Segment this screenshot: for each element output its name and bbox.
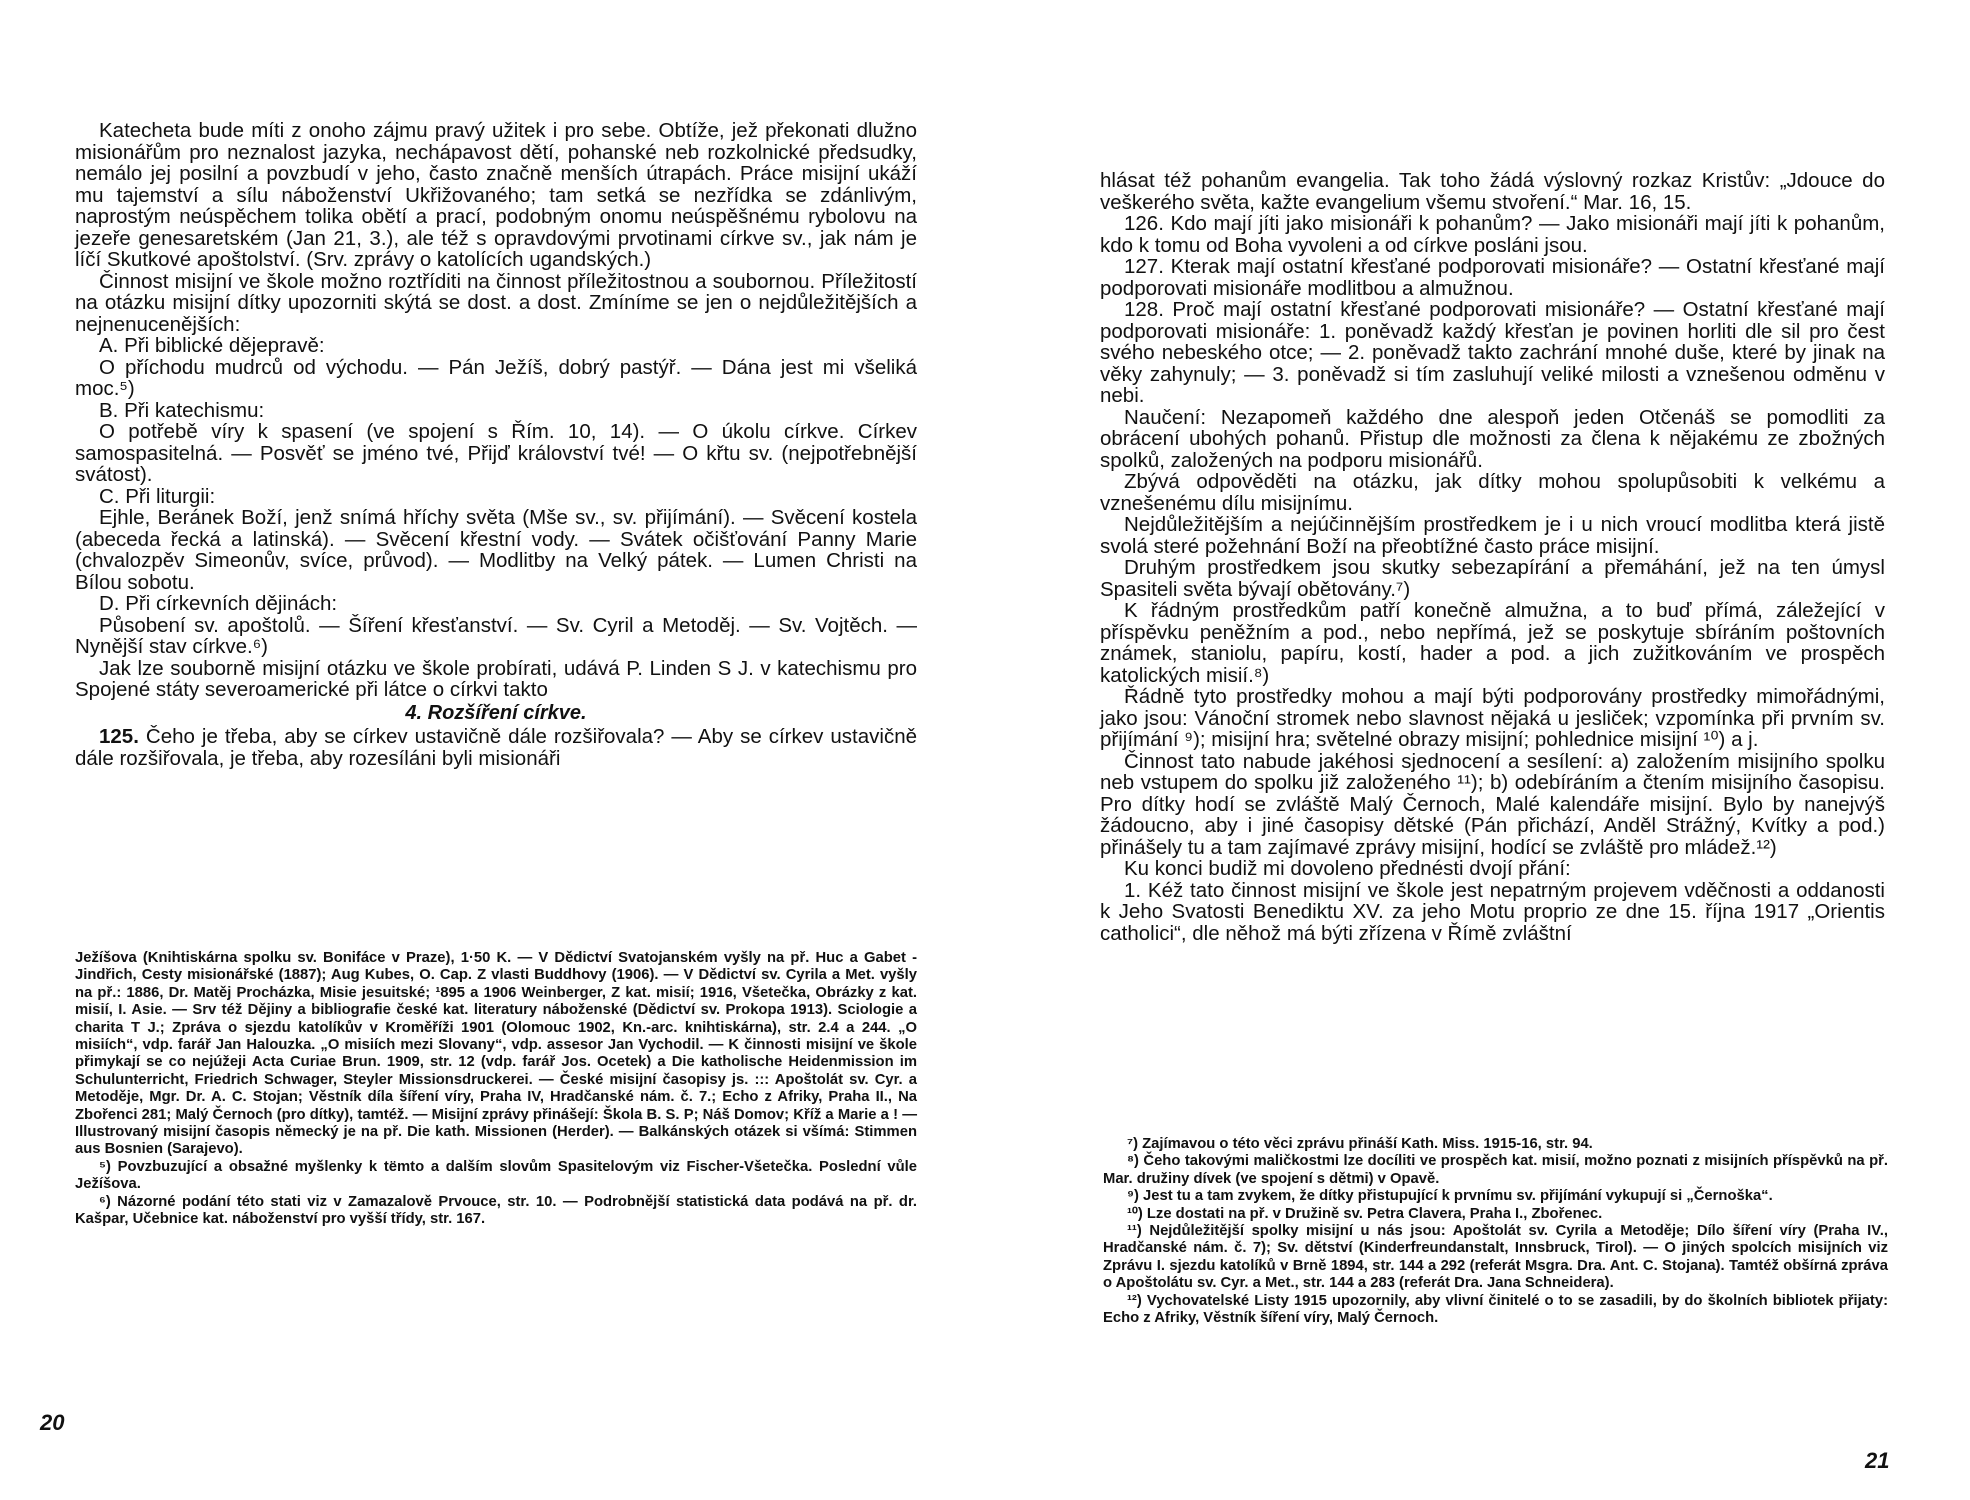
left-footnotes [75,950,917,1229]
paragraph: Ku konci budiž mi dovoleno přednésti dvojí přání: [1124,857,1571,880]
page-number: 21 [1865,1448,1890,1473]
right-body-text [1100,170,1885,944]
right-footnotes [1103,1136,1888,1327]
paragraph: 126. Kdo mají jíti jako misionáři k pohanům? — Jako misionáři mají jíti k pohanům, kdo k tomu od Boha vyvoleni a od církve posláni jsou. [1100,212,1885,257]
paragraph: D. Při církevních dějinách: [99,592,338,615]
paragraph: O potřebě víry k spasení (ve spojení s Řím. 10, 14). — O úkolu církve. Církev samospasitelná. — Posvěť se jméno tvé, Přijď království tvé! — O křtu sv. (nejpotřebnější svátost). [75,420,917,486]
paragraph: B. Při katechismu: [99,398,265,422]
paragraph: Naučení: Nezapomeň každého dne alespoň jeden Otčenáš se pomodliti za obrácení ubohých pohanů. Přistup dle možnosti za člena k nějakému ze zbožných spolků, založených na podporu misionářů. [1100,405,1885,472]
right-page [985,0,1970,1500]
footnote: ⁹) Jest tu a tam zvykem, že dítky přistupující k prvnímu sv. přijímání vykupují si „Černoška“. [1127,1188,1773,1205]
paragraph: K řádným prostředkům patří konečně almužna, a to buď přímá, záležející v příspěvku peněžním a pod., nebo nepřímá, jež se poskytuje sbíráním poštovních známek, staniolu, papíru, kostí, hader a pod. a jich zužitkováním ve prospěch katolických misií.⁸) [1100,599,1885,687]
paragraph: O příchodu mudrců od východu. — Pán Ježíš, dobrý pastýř. — Dána jest mi všeliká moc.⁵) [75,355,917,400]
footnote: ¹⁰) Lze dostati na př. v Družině sv. Petra Clavera, Praha I., Zbořenec. [1127,1205,1603,1222]
footnote: ⁶) Názorné podání této stati viz v Zamazalově Prvouce, str. 10. — Podrobnější statistická data podává na př. dr. Kašpar, Učebnice kat. náboženství pro vyšší třídy, str. 167. [75,1193,917,1228]
paragraph: hlásat též pohanům evangelia. Tak toho žádá výslovný rozkaz Kristův: „Jdouce do veškerého světa, kažte evangelium všemu stvoření.“ Mar. 16, 15. [1100,169,1885,214]
footnote: ¹²) Vychovatelské Listy 1915 upozornily, aby vlivní činitelé o to se zasadili, by do školních bibliotek přijaty: Echo z Afriky, Věstník šíření víry, Malý Černoch. [1103,1292,1888,1327]
footnote: ¹¹) Nejdůležitější spolky misijní u nás jsou: Apoštolát sv. Cyrila a Metoděje; Dílo šíření víry (Praha IV., Hradčanské nám. č. 7); Sv. dětství (Kinderfreundanstalt, Innsbruck, Tirol). — O jiných spolcích misijních viz Zprávu I. sjezdu katolíků v Brně 1894, str. 144 a 292 (referát Msgra. Dra. Ant. C. Stojana). Tamtéž obšírná zpráva o Apoštolátu sv. Cyr. a Met., str. 144 a 283 (referát Dra. Jana Schneidera). [1103,1223,1888,1292]
left-body-text [75,120,917,769]
paragraph: Zbývá odpověděti na otázku, jak dítky mohou spolupůsobiti k velkému a vznešenému dílu misijnímu. [1100,470,1885,515]
paragraph: Ejhle, Beránek Boží, jenž snímá hříchy světa (Mše sv., sv. přijímání). — Svěcení kostela (abeceda řecká a latinská). — Svěcení křestní vody. — Svátek očišťování Panny Marie (chvalozpěv Simeonův, svíce, průvod). — Modlitby na Velký pátek. — Lumen Christi na Bílou sobotu. [75,506,917,594]
paragraph: Řádně tyto prostředky mohou a mají býti podporovány prostředky mimořádnými, jako jsou: Vánoční stromek nebo slavnost nějaká u jesliček; vzpomínka při prvním sv. přijímání ⁹); misijní hra; světelné obrazy misijní; pohlednice misijní ¹⁰) a j. [1100,685,1885,751]
paragraph: C. Při liturgii: [99,484,216,508]
footnote: Ježíšova (Knihtiskárna spolku sv. Bonifáce v Praze), 1·50 K. — V Dědictví Svatojanském vyšly na př. Huc a Gabet - Jindřich, Cesty misionářské (1887); Aug Kubes, O. Cap. Z vlasti Buddhovy (1906). — V Dědictví sv. Cyrila a Met. vyšly na př.: 1886, Dr. Matěj Procházka, Misie jesuitské; ¹895 a 1906 Weinberger, Z kat. misií; 1916, Všetečka, Obrázky z kat. misií, I. Asie. — Srv též Dějiny a bibliografie české kat. literatury náboženské (Dědictví sv. Prokopa 1913). Sciologie a charita T J.; Zpráva o sjezdu katolíkův v Kroměříži 1901 (Olomouc 1902, Kn.-arc. knihtiskárna), str. 2.4 a 244. „O misiích“, vdp. farář Jan Halouzka. „O misiích mezi Slovany“, vdp. assesor Jan Vychodil. — K činnosti misijní ve škole přimykají se co nejúžeji Acta Curiae Brun. 1909, str. 12 (vdp. farář Jos. Ocetek) a Die katholische Heidenmission im Schulunterricht, Friedrich Schwager, Steyler Missionsdruckerei. — České misijní časopisy js. ::: Apoštolát sv. Cyr. a Metoděje, Mgr. Dr. A. C. Stojan; Věstník díla šíření víry, Praha IV, Hradčanské nám. č. 7.; Echo z Afriky, Praha II., Na Zbořenci 281; Malý Černoch (pro dítky), tamtéž. — Misijní zprávy přinášejí: Škola B. S. P; Náš Domov; Kříž a Marie a ! — Illustrovaný misijní časopis německý je na př. Die kath. Missionen (Herder). — Balkánských otázek si všímá: Stimmen aus Bosnien (Sarajevo). [75,950,917,1158]
footnote: ⁸) Čeho takovými maličkostmi lze docíliti ve prospěch kat. misií, možno poznati z misijních příspěvků na př. Mar. družiny dívek (ve spojení s dětmi) v Opavě. [1103,1153,1888,1187]
page-number: 20 [40,1410,65,1435]
paragraph: 127. Kterak mají ostatní křesťané podporovati misionáře? — Ostatní křesťané mají podporovati misionáře modlitbou a almužnou. [1100,255,1885,300]
paragraph: Činnost tato nabude jakéhosi sjednocení a sesílení: a) založením misijního spolku neb vstupem do spolku již založeného ¹¹); b) odebíráním a čtením misijního časopisu. Pro dítky hodí se zvláště Malý Černoch, Malé kalendáře misijní. Bylo by nanejvýš žádoucno, aby i jiné časopisy dětské (Pán přichází, Anděl Strážný, Kvítky a pod.) přinášely tu a tam zajímavé zprávy misijní, hodící se zvláště pro mládež.¹²) [1100,749,1885,859]
paragraph: Katecheta bude míti z onoho zájmu pravý užitek i pro sebe. Obtíže, jež překonati dlužno misionářům pro neznalost jazyka, nechápavost dětí, pohanské neb rozkolnické předsudky, nemálo jej posilní a povzbudí v jeho, často značně menších útrapách. Práce misijní ukáží mu tajemství a sílu náboženství Ukřižovaného; tam setká se nezřídka se zdánlivým, naprostým neúspěchem tolika obětí a prací, podobným onomu neúspěšnému rybolovu na jezeře genesaretském (Jan 21, 3.), ale též s opravdovými prvotinami církve sv., jak nám je líčí Skutkové apoštolství. (Srv. zprávy o katolících ugandských.) [75,119,917,271]
paragraph: Nejdůležitějším a nejúčinnějším prostředkem je i u nich vroucí modlitba která jistě svolá steré požehnání Boží na přeobtížné často práce misijní. [1100,513,1885,558]
question-number: 125. [99,725,139,748]
paragraph: 128. Proč mají ostatní křesťané podporovati misionáře? — Ostatní křesťané mají podporovati misionáře: 1. poněvadž každý křesťan je povinen horliti dle sil pro čest svého nebeského otce; — 2. poněvadž takto zachrání mnohé duše, které by jinak na věky zahynuly; — 3. poněvadž si tím zasluhují veliké milosti a vznešenou odměnu v nebi. [1100,298,1885,407]
paragraph: Druhým prostředkem jsou skutky sebezapírání a přemáhání, jež na ten úmysl Spasiteli světa bývají obětovány.⁷) [1100,556,1885,601]
paragraph: A. Při biblické dějepravě: [99,334,325,357]
paragraph: 1. Kéž tato činnost misijní ve škole jest nepatrným projevem vděčnosti a oddanosti k Jeho Svatosti Benediktu XV. za jeho Motu proprio ze dne 15. října 1917 „Orientis catholici“, dle něhož má býti zřízena v Římě zvláštní [1100,878,1885,945]
paragraph: Působení sv. apoštolů. — Šíření křesťanství. — Sv. Cyril a Metoděj. — Sv. Vojtěch. — Nynější stav církve.⁶) [75,613,917,658]
catechism-question [75,726,917,769]
footnote: ⁵) Povzbuzující a obsažné myšlenky k tëmto a dalším slovům Spasitelovým viz Fischer-Všetečka. Poslední vůle Ježíšova. [75,1158,917,1193]
section-heading: 4. Rozšíření církve. [405,701,587,724]
paragraph: Činnost misijní ve škole možno roztříditi na činnost příležitostnou a soubornou. Příležitostí na otázku misijní dítky upozorniti skýtá se dost. a dost. Zmíníme se jen o nejdůležitějších a nejnenucenějších: [75,269,917,336]
paragraph: Jak lze souborně misijní otázku ve škole probírati, udává P. Linden S J. v katechismu pro Spojené státy severoamerické při látce o církvi takto [75,656,917,701]
footnote: ⁷) Zajímavou o této věci zprávu přináší Kath. Miss. 1915-16, str. 94. [1127,1136,1593,1152]
question-text: Čeho je třeba, aby se církev ustavičně dále rozšiřovala? — Aby se církev ustavičně dále rozšiřovala, je třeba, aby rozesíláni byli misionáři [75,725,917,770]
